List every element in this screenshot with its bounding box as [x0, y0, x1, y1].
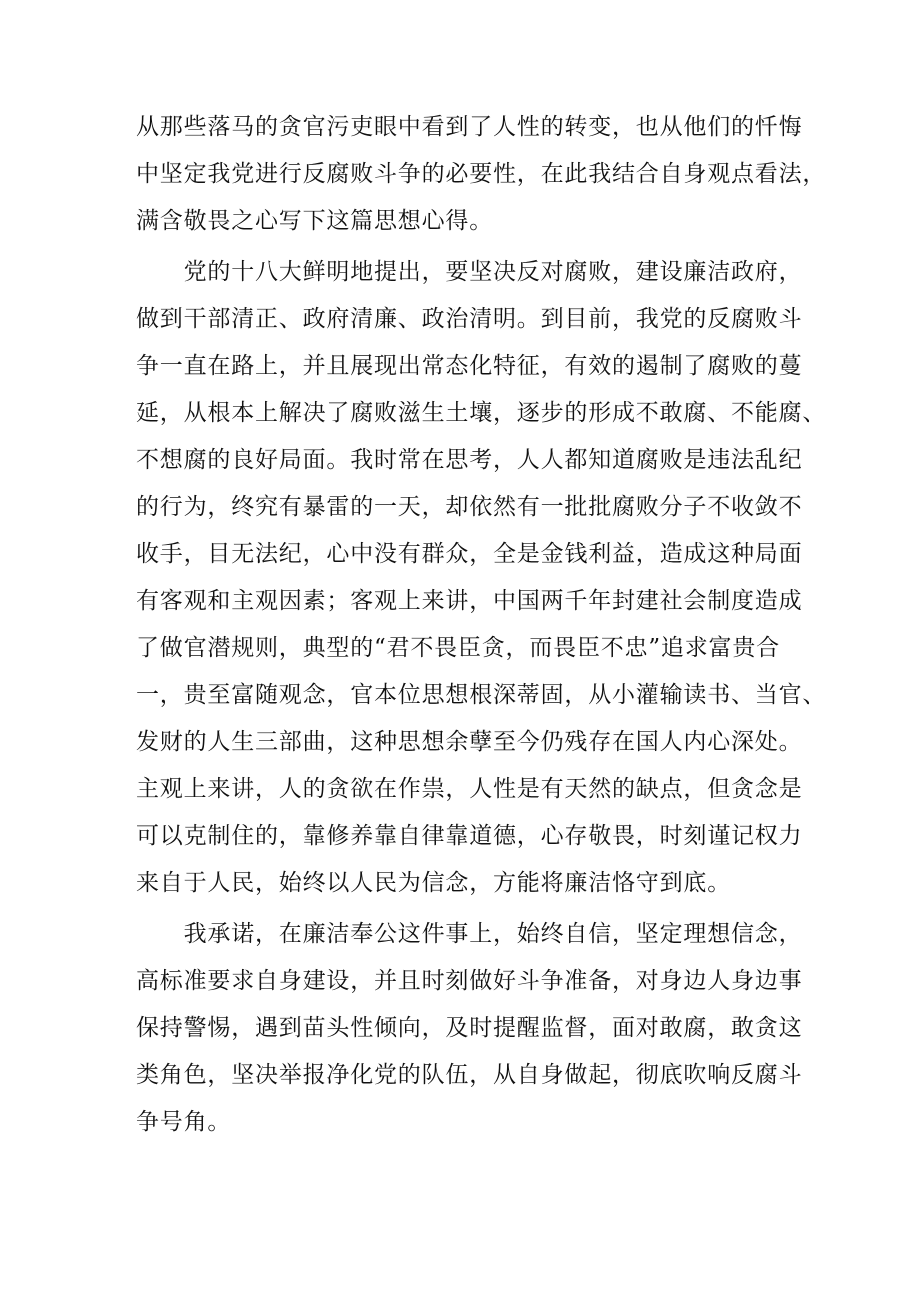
text-line: 从那些落马的贪官污吏眼中看到了人性的转变，也从他们的忏悔 [136, 114, 803, 140]
text-line: 有客观和主观因素；客观上来讲，中国两千年封建社会制度造成 [136, 588, 803, 614]
text-line: 的行为，终究有暴雷的一天，却依然有一批批腐败分子不收敛不 [136, 494, 803, 520]
text-line: 做到干部清正、政府清廉、政治清明。到目前，我党的反腐败斗 [136, 306, 803, 332]
text-line: 保持警惕，遇到苗头性倾向，及时提醒监督，面对敢腐，敢贪这 [136, 1015, 803, 1041]
text-line: 主观上来讲，人的贪欲在作祟，人性是有天然的缺点，但贪念是 [136, 776, 803, 802]
text-line: 不想腐的良好局面。我时常在思考，人人都知道腐败是违法乱纪 [136, 447, 803, 473]
text-line: 中坚定我党进行反腐败斗争的必要性，在此我结合自身观点看法， [136, 161, 827, 187]
text-line: 争一直在路上，并且展现出常态化特征，有效的遏制了腐败的蔓 [136, 353, 803, 379]
text-line: 发财的人生三部曲，这种思想余孽至今仍残存在国人内心深处。 [136, 729, 803, 755]
text-line: 来自于人民，始终以人民为信念，方能将廉洁恪守到底。 [136, 870, 731, 896]
text-line: 争号角。 [136, 1109, 232, 1135]
text-line: 满含敬畏之心写下这篇思想心得。 [136, 208, 493, 234]
text-line: 高标准要求自身建设，并且时刻做好斗争准备，对身边人身边事 [136, 968, 803, 994]
text-line: 我承诺，在廉洁奉公这件事上，始终自信，坚定理想信念， [136, 921, 803, 947]
paragraph-1 [136, 104, 827, 245]
text-line: 了做官潜规则，典型的“君不畏臣贪，而畏臣不忠”追求富贵合 [136, 635, 780, 661]
text-line: 一，贵至富随观念，官本位思想根深蒂固，从小灌输读书、当官、 [136, 682, 827, 708]
text-line: 延，从根本上解决了腐败滋生土壤，逐步的形成不敢腐、不能腐、 [136, 400, 827, 426]
text-line: 收手，目无法纪，心中没有群众，全是金钱利益，造成这种局面 [136, 541, 803, 567]
text-line: 类角色，坚决举报净化党的队伍，从自身做起，彻底吹响反腐斗 [136, 1062, 803, 1088]
paragraph-3 [136, 911, 803, 1146]
text-line: 可以克制住的，靠修养靠自律靠道德，心存敬畏，时刻谨记权力 [136, 823, 803, 849]
paragraph-2 [136, 249, 827, 907]
text-line: 党的十八大鲜明地提出，要坚决反对腐败，建设廉洁政府， [136, 259, 803, 285]
document-body [136, 104, 827, 1146]
